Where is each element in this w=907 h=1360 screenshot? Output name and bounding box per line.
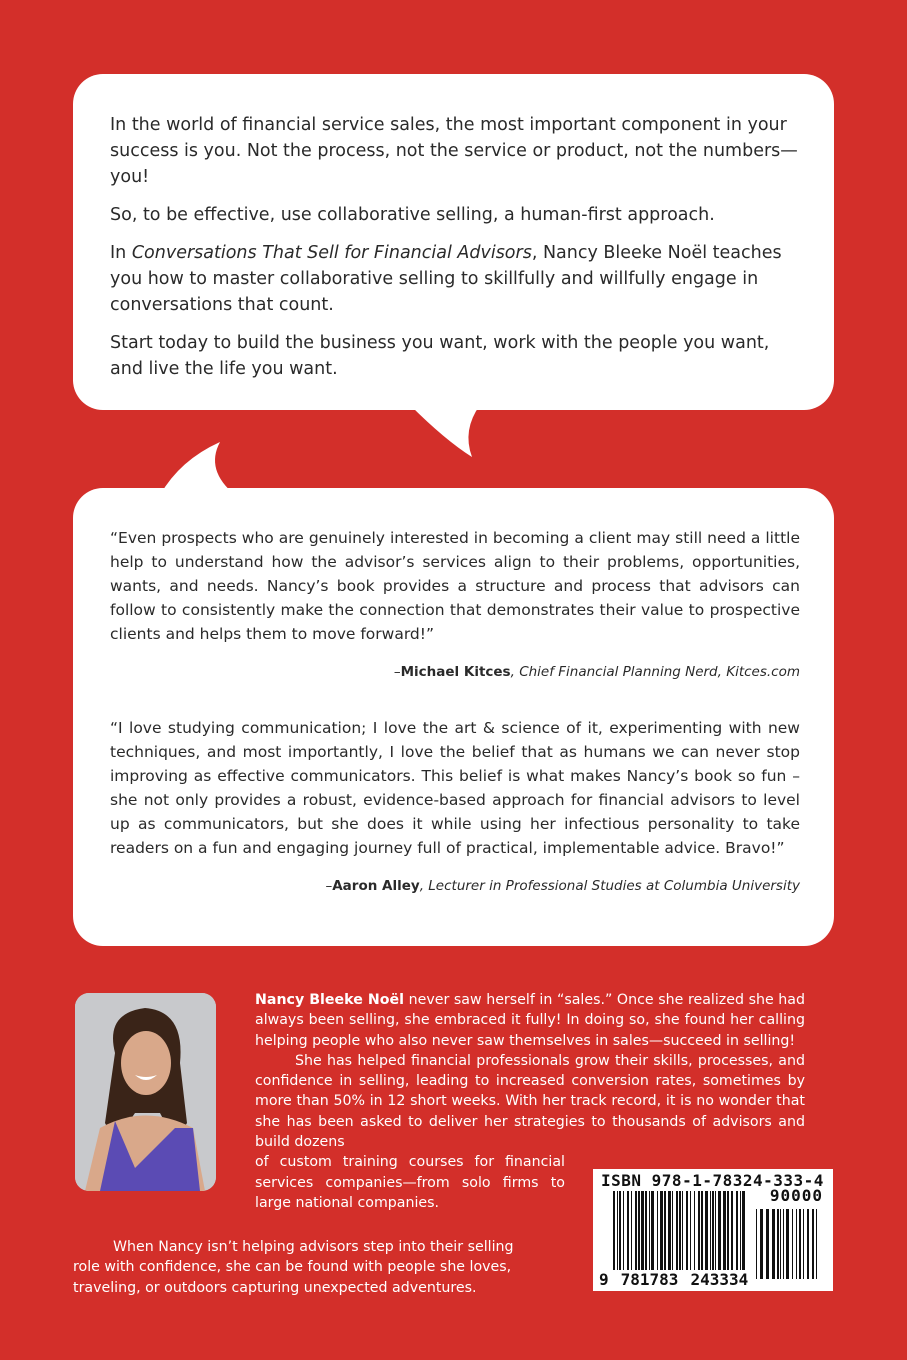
barcode-digits: 9 781783 243334: [599, 1270, 749, 1289]
author-photo: [75, 993, 216, 1191]
testimonials-speech-bubble: [73, 488, 834, 946]
speech-tail-up: [150, 440, 240, 495]
bio-paragraph: Nancy Bleeke Noël never saw herself in “sales.” Once she realized she had always been selling, she embraced it fully! In doing so, she found her calling helping people who also never saw themselves in sales—succeed in selling!: [255, 992, 805, 1049]
blurb-speech-bubble: [73, 74, 834, 410]
blurb-paragraph: In the world of financial service sales, the most important component in your success is you. Not the process, not the service or product, not the numbers—you!: [110, 115, 798, 187]
isbn-label: ISBN 978-1-78324-333-4: [601, 1171, 824, 1190]
barcode-addon-number: 90000: [769, 1186, 823, 1205]
testimonial-attribution: –Aaron Alley, Lecturer in Professional Studies at Columbia University: [325, 878, 800, 894]
bio-paragraph: She has helped financial professionals grow their skills, processes, and confidence in selling, leading to increased conversion rates, sometimes by more than 50% in 12 short weeks. With her track record, it is no wonder that she has been asked to deliver her strategies to thousands of advisors and build dozens: [255, 1052, 805, 1151]
testimonial-quote: “Even prospects who are genuinely interested in becoming a client may still need a little help to understand how the advisor’s services align to their problems, opportunities, wants, and needs. Nancy’s book provides a structure and process that advisors can follow to consistently make the connection that demonstrates their value to prospective clients and helps them to move forward!”: [110, 529, 800, 643]
author-name: Nancy Bleeke Noël: [255, 992, 404, 1008]
speech-tail-down: [400, 405, 490, 460]
bio-paragraph: of custom training courses for financial services companies—from solo firms to large national companies.: [255, 1154, 565, 1211]
bio-paragraph: When Nancy isn’t helping advisors step into their selling role with confidence, she can be found with people she loves, traveling, or outdoors capturing unexpected adventures.: [73, 1239, 514, 1296]
testimonial-attribution: –Michael Kitces, Chief Financial Planning Nerd, Kitces.com: [393, 664, 800, 680]
book-title: Conversations That Sell for Financial Advisors: [131, 243, 532, 263]
isbn-barcode: [593, 1169, 833, 1291]
blurb-paragraph: In Conversations That Sell for Financial Advisors, Nancy Bleeke Noël teaches you how to master collaborative selling to skillfully and willfully engage in conversations that count.: [110, 243, 782, 315]
blurb-paragraph: Start today to build the business you want, work with the people you want, and live the life you want.: [110, 333, 770, 379]
testimonial-quote: “I love studying communication; I love the art & science of it, experimenting with new techniques, and most importantly, I love the belief that as humans we can never stop improving as effective communicators. This belief is what makes Nancy’s book so fun – she not only provides a robust, evidence-based approach for financial advisors to level up as communicators, but she does it while using her infectious personality to take readers on a fun and engaging journey full of practical, implementable advice. Bravo!”: [110, 719, 800, 857]
blurb-paragraph: So, to be effective, use collaborative selling, a human-first approach.: [110, 205, 715, 225]
author-bio-continued: [73, 1237, 543, 1298]
